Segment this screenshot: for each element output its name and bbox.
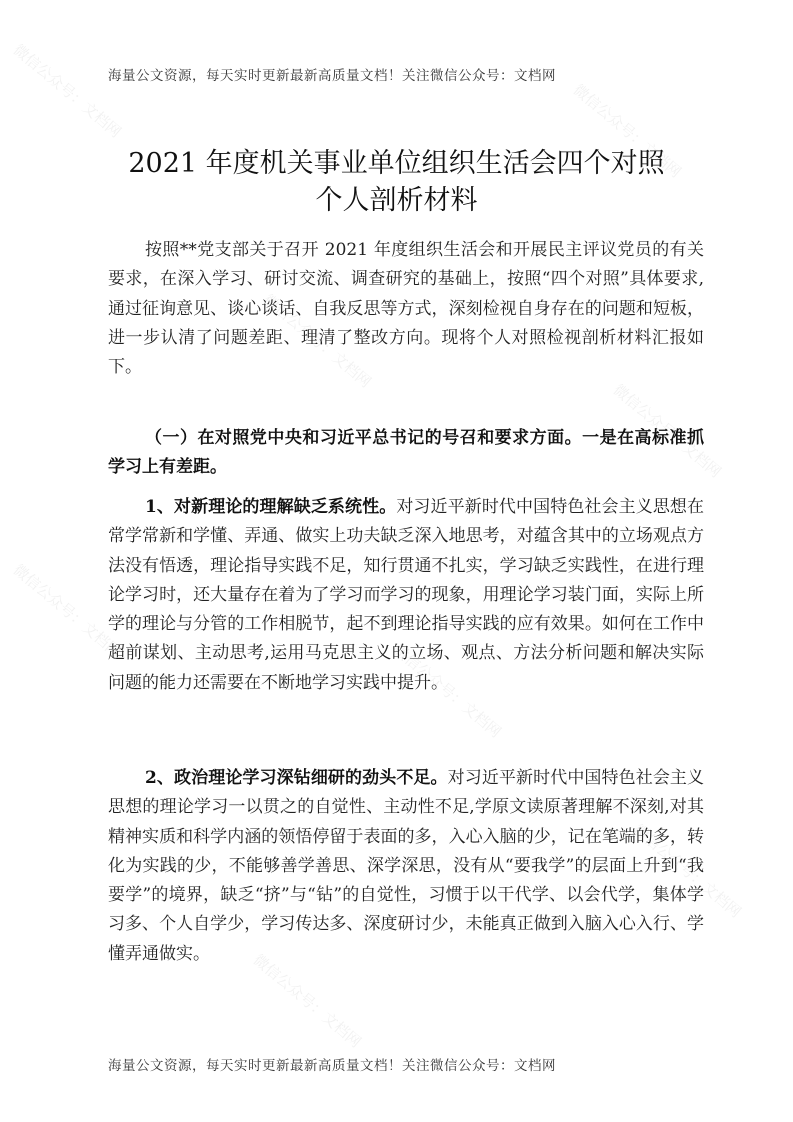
item-2-text: 对习近平新时代中国特色社会主义思想的理论学习一以贯之的自觉性、主动性不足,学原文读原著理解不深刻,对其精神实质和科学内涵的领悟停留于表面的多，入心入脑的少，记在笔端的多，转化为实践的少，不能够善学善思、深学深思，没有从“要我学”的层面上升到“我要学”的境界，缺乏“挤”与“钻”的自觉性，习惯于以干代学、以会代学，集体学习多、个人自学少，学习传达多、深度研讨少，未能真正做到入脑入心入行、学懂弄通做实。 bbox=[108, 768, 705, 964]
watermark: 微信公众号：文档网 bbox=[569, 80, 685, 182]
item-1-paragraph bbox=[108, 493, 704, 698]
title-line-1: 2021 年度机关事业单位组织生活会四个对照 bbox=[128, 148, 665, 179]
watermark: 微信公众号：文档网 bbox=[9, 560, 125, 662]
document-title bbox=[90, 145, 703, 219]
title-line-2: 个人剖析材料 bbox=[315, 185, 478, 216]
watermark: 微信公众号：文档网 bbox=[259, 290, 375, 392]
intro-paragraph: 按照**党支部关于召开 2021 年度组织生活会和开展民主评议党员的有关要求，在深入学习、研讨交流、调查研究的基础上，按照“四个对照”具体要求,通过征询意见、谈心谈话、自我反思等方式，深刻检视自身存在的问题和短板，进一步认清了问题差距、理清了整改方向。现将个人对照检视剖析材料汇报如下。 bbox=[108, 240, 704, 378]
item-2-heading: 2、政治理论学习深钻细研的劲头不足。 bbox=[145, 768, 448, 788]
watermark: 微信公众号：文档网 bbox=[609, 380, 725, 482]
item-1-heading: 1、对新理论的理解缺乏系统性。 bbox=[145, 497, 397, 517]
watermark: 微信公众号：文档网 bbox=[629, 820, 745, 922]
item-2-paragraph bbox=[108, 764, 704, 969]
watermark: 微信公众号：文档网 bbox=[389, 640, 505, 742]
item-1-text: 对习近平新时代中国特色社会主义思想在常学常新和学懂、弄通、做实上功夫缺乏深入地思考，对蕴含其中的立场观点方法没有悟透，理论指导实践不足，知行贯通不扎实，学习缺乏实践性，在进行理论学习时，还大量存在着为了学习而学习的现象，用理论学习装门面，实际上所学的理论与分管的工作相脱节，起不到理论指导实践的应有效果。如何在工作中超前谋划、主动思考,运用马克思主义的立场、观点、方法分析问题和解决实际问题的能力还需要在不断地学习实践中提升。 bbox=[108, 497, 705, 693]
watermark: 微信公众号：文档网 bbox=[249, 950, 365, 1052]
page-footer: 海量公文资源，每天实时更新最新高质量文档！关注微信公众号：文档网 bbox=[108, 1058, 556, 1074]
page-header: 海量公文资源，每天实时更新最新高质量文档！关注微信公众号：文档网 bbox=[108, 68, 556, 84]
section-heading: （一）在对照党中央和习近平总书记的号召和要求方面。一是在高标准抓学习上有差距。 bbox=[108, 428, 704, 478]
watermark: 微信公众号：文档网 bbox=[9, 40, 125, 142]
